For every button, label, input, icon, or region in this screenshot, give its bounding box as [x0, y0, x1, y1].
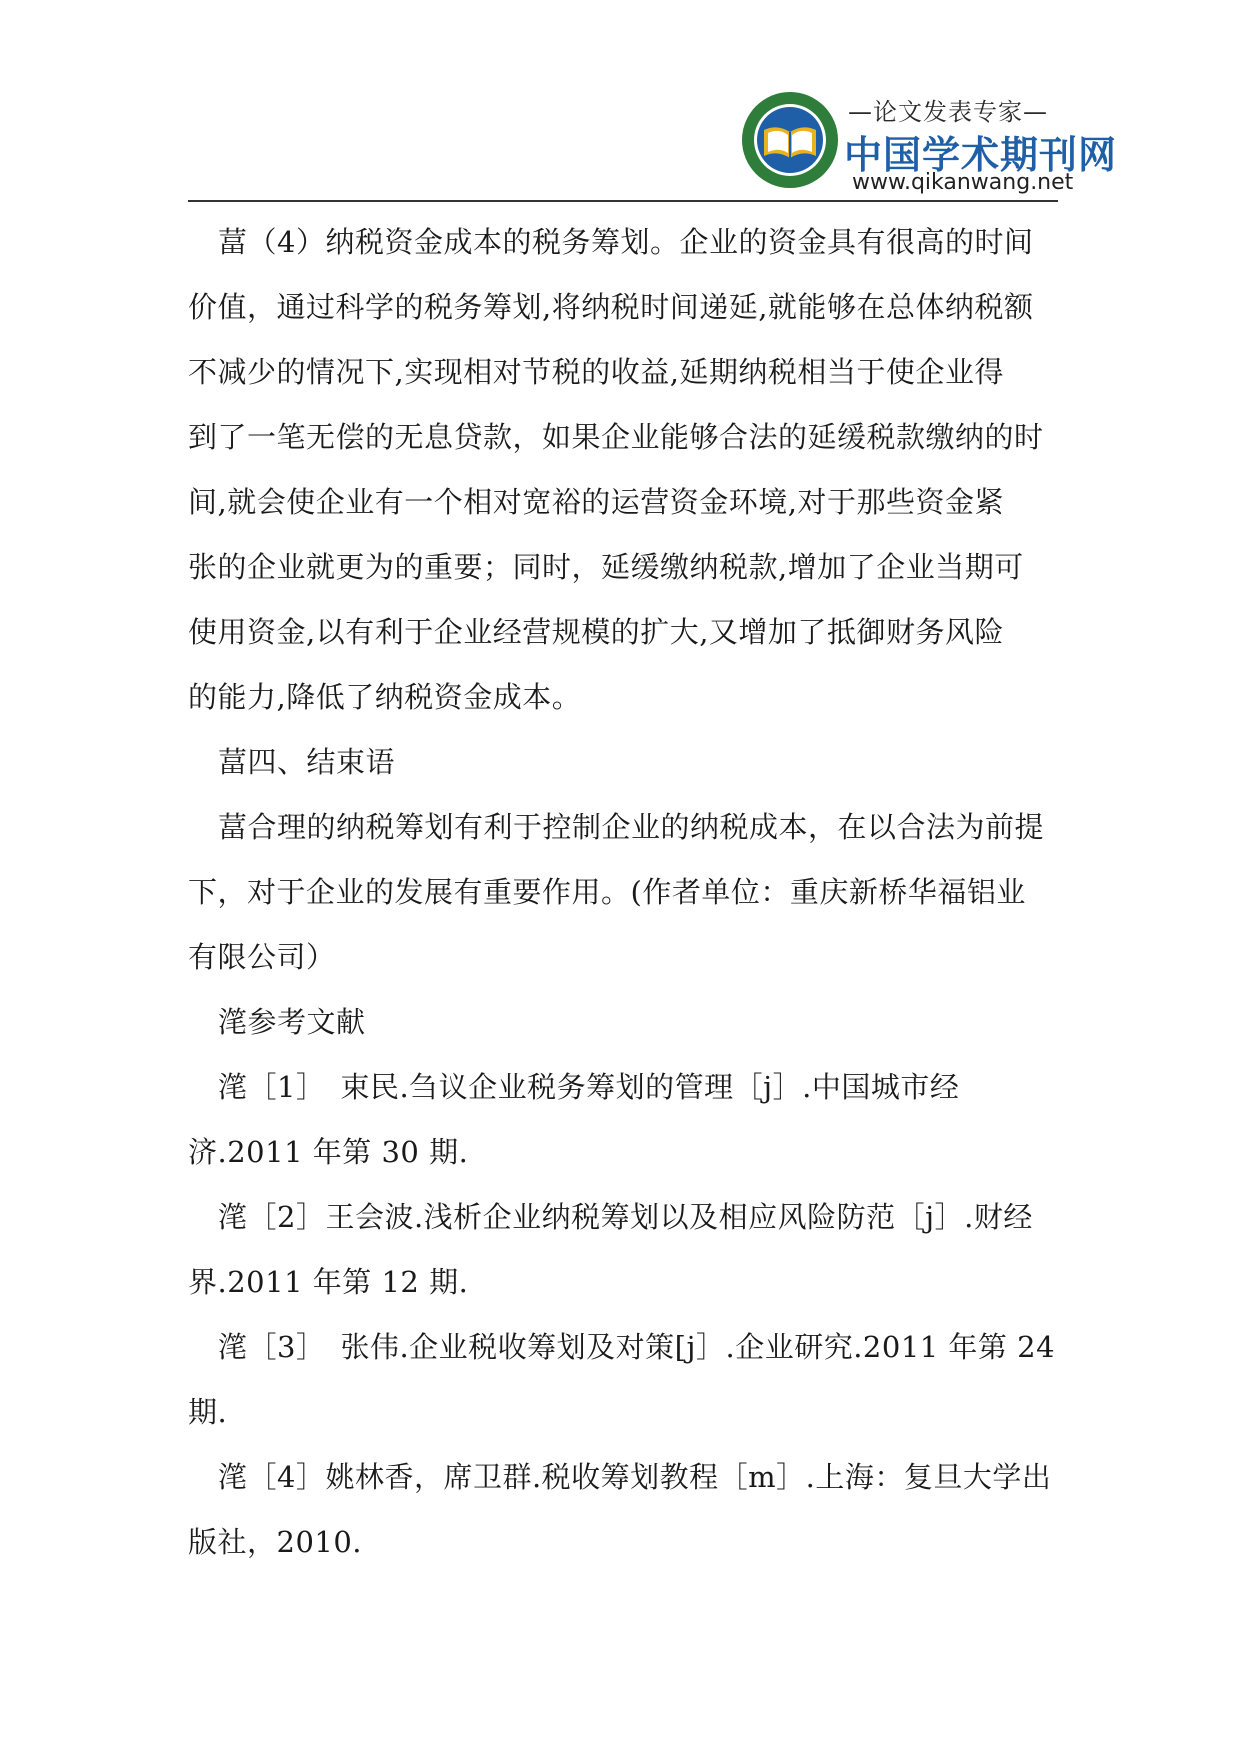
text-line: 张的企业就更为的重要；同时，延缓缴纳税款,增加了企业当期可: [188, 550, 1024, 584]
reference-line: 滗［3］ 张伟.企业税收筹划及对策[j］.企业研究.2011 年第 24: [218, 1330, 1056, 1364]
text-line: 不减少的情况下,实现相对节税的收益,延期纳税相当于使企业得: [188, 355, 1004, 389]
reference-line: 期.: [188, 1395, 228, 1429]
site-logo: [740, 88, 1118, 198]
text-line: 有限公司）: [188, 940, 336, 974]
text-line: 价值，通过科学的税务筹划,将纳税时间递延,就能够在总体纳税额: [188, 290, 1034, 324]
logo-tagline: —论文发表专家—: [848, 98, 1048, 126]
references-heading: 滗参考文献: [218, 1005, 366, 1039]
text-line: 间,就会使企业有一个相对宽裕的运营资金环境,对于那些资金紧: [188, 485, 1004, 519]
reference-line: 滗［4］姚林香，席卫群.税收筹划教程［m］.上海：复旦大学出: [218, 1460, 1052, 1494]
text-line: 到了一笔无偿的无息贷款，如果企业能够合法的延缓税款缴纳的时: [188, 420, 1044, 454]
text-line: 使用资金,以有利于企业经营规模的扩大,又增加了抵御财务风险: [188, 615, 1004, 649]
reference-line: 滗［2］王会波.浅析企业纳税筹划以及相应风险防范［j］.财经: [218, 1200, 1033, 1234]
reference-line: 界.2011 年第 12 期.: [188, 1265, 469, 1299]
document-body: [188, 210, 1068, 1575]
header-divider: [188, 200, 1058, 202]
text-line: 葍（4）纳税资金成本的税务筹划。企业的资金具有很高的时间: [218, 225, 1034, 259]
text-line: 下，对于企业的发展有重要作用。(作者单位：重庆新桥华福铝业: [188, 875, 1026, 909]
logo-url: www.qikanwang.net: [852, 170, 1074, 195]
reference-line: 济.2011 年第 30 期.: [188, 1135, 469, 1169]
section-heading: 葍四、结束语: [218, 745, 396, 779]
logo-site-name: 中国学术期刊网: [844, 133, 1118, 177]
reference-line: 滗［1］ 束民.刍议企业税务筹划的管理［j］.中国城市经: [218, 1070, 960, 1104]
reference-line: 版社，2010.: [188, 1525, 363, 1559]
seal-book-icon: [740, 90, 840, 190]
text-line: 葍合理的纳税筹划有利于控制企业的纳税成本，在以合法为前提: [218, 810, 1045, 844]
text-line: 的能力,降低了纳税资金成本。: [188, 680, 582, 714]
